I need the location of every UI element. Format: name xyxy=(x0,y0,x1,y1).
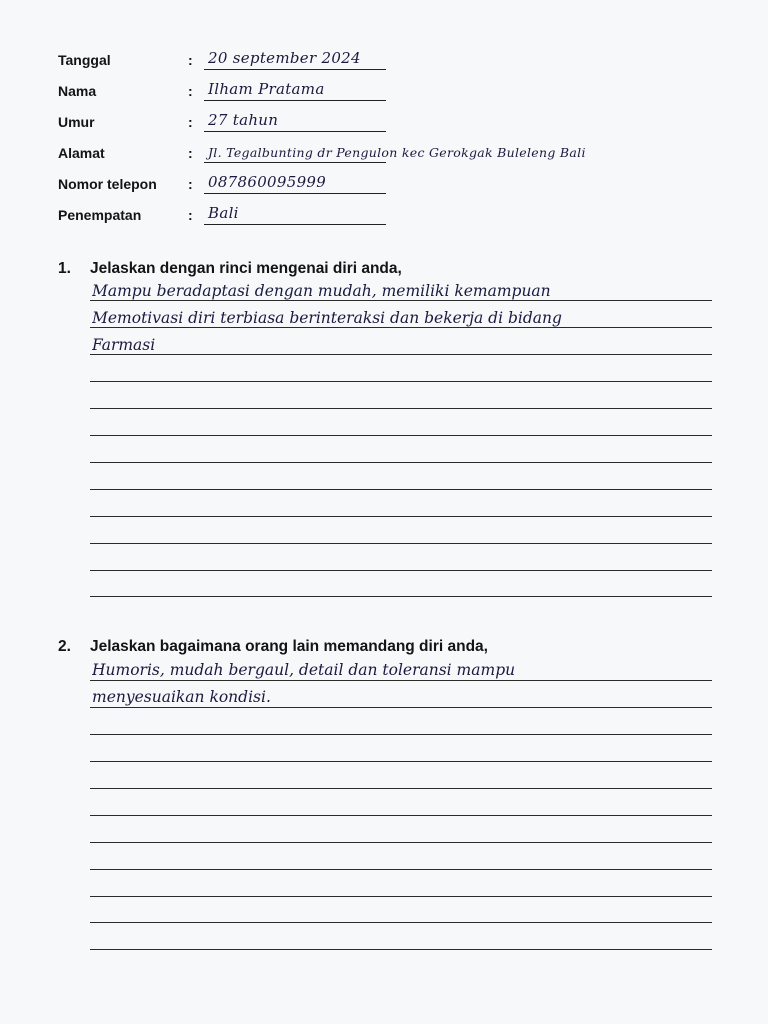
answer-2-rule xyxy=(90,842,712,843)
field-penempatan xyxy=(58,201,718,225)
field-value-nama[interactable]: Ilham Pratama xyxy=(208,80,325,98)
field-underline xyxy=(204,224,386,225)
answer-2-rule xyxy=(90,788,712,789)
field-value-umur[interactable]: 27 tahun xyxy=(208,111,279,129)
answer-text: Humoris, mudah bergaul, detail dan toleransi mampu xyxy=(92,661,516,679)
question-1 xyxy=(58,260,402,278)
field-label: Penempatan xyxy=(58,207,142,223)
answer-1-line-1[interactable] xyxy=(92,282,712,300)
question-number: 1. xyxy=(58,260,71,277)
answer-2-rule xyxy=(90,922,712,923)
answer-text: Memotivasi diri terbiasa berinteraksi dan bekerja di bidang xyxy=(92,309,562,327)
field-colon: : xyxy=(188,145,193,161)
answer-1-rule xyxy=(90,570,712,571)
question-text: Jelaskan bagaimana orang lain memandang diri anda, xyxy=(90,638,488,655)
field-value-penempatan[interactable]: Bali xyxy=(208,204,239,222)
answer-1-rule xyxy=(90,516,712,517)
answer-text: Mampu beradaptasi dengan mudah, memiliki kemampuan xyxy=(92,282,551,300)
answer-2-rule xyxy=(90,761,712,762)
answer-2-line-2[interactable] xyxy=(92,688,712,706)
field-underline xyxy=(204,193,386,194)
answer-1-rule xyxy=(90,462,712,463)
field-value-tanggal[interactable]: 20 september 2024 xyxy=(208,49,361,67)
field-label: Nomor telepon xyxy=(58,176,157,192)
field-underline xyxy=(204,100,386,101)
field-value-alamat[interactable]: Jl. Tegalbunting dr Pengulon kec Gerokgak Buleleng Bali xyxy=(208,145,586,160)
field-underline xyxy=(204,131,386,132)
answer-1-rule xyxy=(90,596,712,597)
field-label: Tanggal xyxy=(58,52,111,68)
answer-1-rule xyxy=(90,489,712,490)
field-colon: : xyxy=(188,52,193,68)
field-nomor-telepon xyxy=(58,170,718,194)
field-colon: : xyxy=(188,207,193,223)
answer-2-rule xyxy=(90,869,712,870)
field-alamat xyxy=(58,139,718,163)
answer-1-line-2[interactable] xyxy=(92,309,712,327)
answer-text: menyesuaikan kondisi. xyxy=(92,688,271,706)
field-nama xyxy=(58,77,718,101)
answer-2-rule xyxy=(90,680,712,681)
field-label: Alamat xyxy=(58,145,105,161)
field-label: Nama xyxy=(58,83,97,99)
field-colon: : xyxy=(188,114,193,130)
answer-1-line-3[interactable] xyxy=(92,336,712,354)
field-label: Umur xyxy=(58,114,95,130)
field-colon: : xyxy=(188,176,193,192)
field-value-nomor-telepon[interactable]: 087860095999 xyxy=(208,173,327,191)
question-number: 2. xyxy=(58,638,71,655)
field-underline xyxy=(204,162,386,163)
answer-1-rule xyxy=(90,543,712,544)
field-umur xyxy=(58,108,718,132)
answer-1-rule xyxy=(90,300,712,301)
answer-1-rule xyxy=(90,327,712,328)
answer-1-rule xyxy=(90,435,712,436)
answer-1-rule xyxy=(90,408,712,409)
field-tanggal xyxy=(58,46,718,70)
answer-1-rule xyxy=(90,354,712,355)
field-underline xyxy=(204,69,386,70)
question-text: Jelaskan dengan rinci mengenai diri anda, xyxy=(90,260,402,277)
answer-1-rule xyxy=(90,381,712,382)
answer-2-rule xyxy=(90,815,712,816)
answer-2-line-1[interactable] xyxy=(92,661,712,679)
answer-2-rule xyxy=(90,707,712,708)
answer-2-rule xyxy=(90,734,712,735)
answer-2-rule xyxy=(90,949,712,950)
answer-2-rule xyxy=(90,896,712,897)
field-colon: : xyxy=(188,83,193,99)
answer-text: Farmasi xyxy=(92,336,156,354)
question-2 xyxy=(58,638,488,656)
